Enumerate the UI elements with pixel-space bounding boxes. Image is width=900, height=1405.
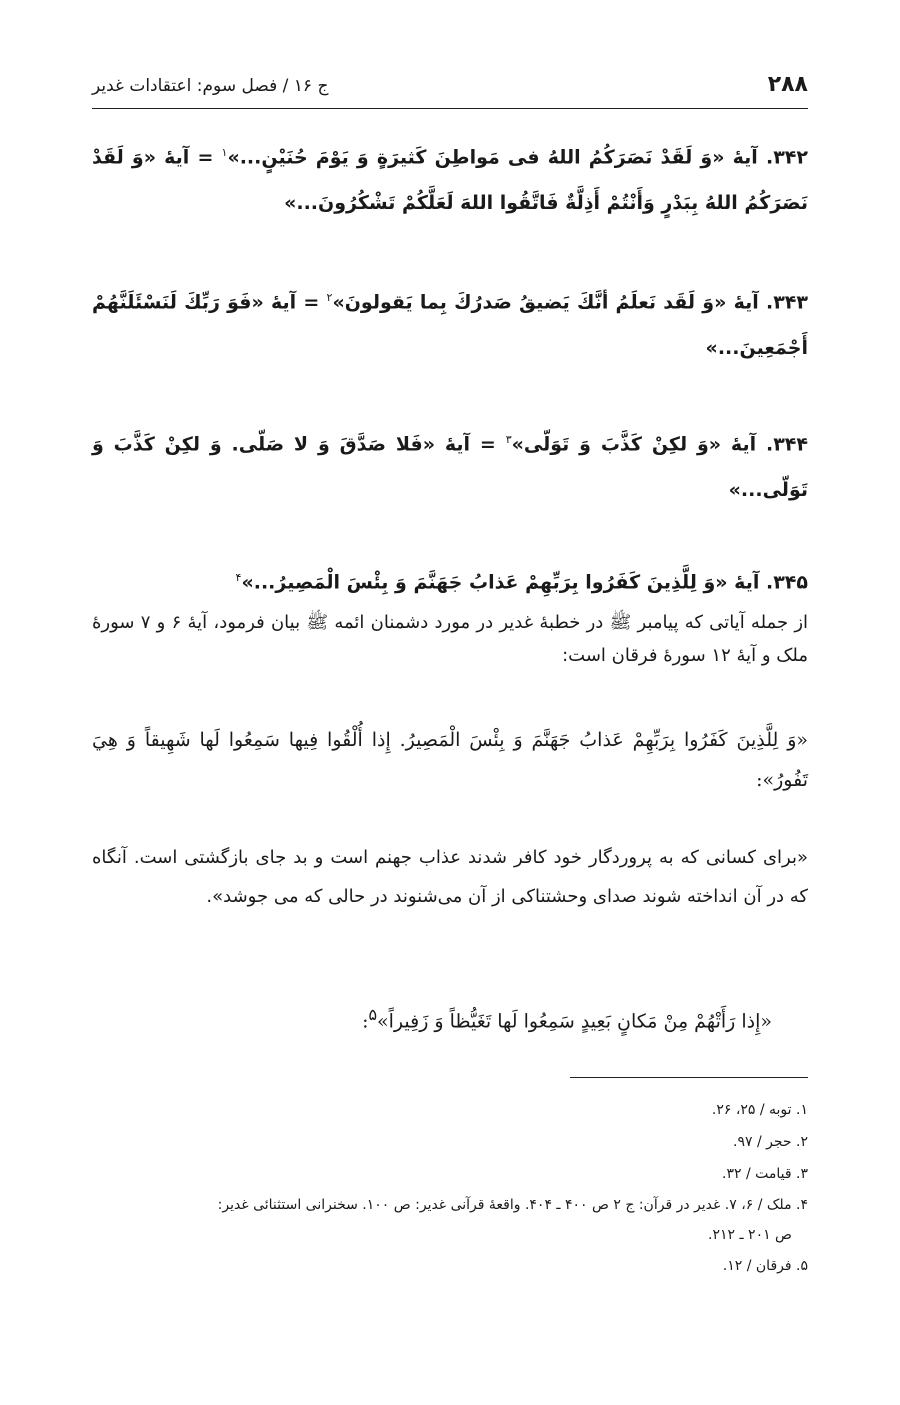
- footnote-2: ۲. حجر / ۹۷.: [733, 1134, 808, 1150]
- footnote-ref[interactable]: ۱: [221, 146, 228, 159]
- quran-quote-2: [92, 995, 772, 1041]
- verse-item-345: [92, 555, 808, 605]
- footnotes: [92, 1094, 808, 1282]
- footnote-4-line1: ۴. ملک / ۶، ۷. غدیر در قرآن: ج ۲ ص ۴۰۰ ـ ۴۰۴. واقعهٔ قرآنی غدیر: ص ۱۰۰. سخنرانی استثنائی غدیر:: [217, 1197, 808, 1213]
- item-number: ۳۴۴.: [765, 433, 808, 456]
- footnote-1: ۱. توبه / ۲۵، ۲۶.: [711, 1102, 808, 1118]
- quran-quote-1: «وَ لِلَّذِينَ كَفَرُوا بِرَبِّهِمْ عَذابُ جَهَنَّمَ وَ بِئْسَ الْمَصِيرُ. إِذا أُلْقُوا فِيها سَمِعُوا لَها شَهِيقاً وَ هِيَ تَفُورُ»:: [92, 729, 808, 791]
- footnote-5: ۵. فرقان / ۱۲.: [722, 1258, 808, 1274]
- footnote-4-line2: ص ۲۰۱ ـ ۲۱۲.: [708, 1227, 792, 1243]
- translation-paragraph: «برای کسانی که به پروردگار خود کافر شدند عذاب جهنم است و بد جای بازگشتی است. آنگاه که در آن انداخته شوند صدای وحشتناکی از آن می‌شنوند در حالی که می جوشد».: [92, 847, 808, 907]
- item-text: آیهٔ «وَ لَقَدْ نَصَرَكُمُ اللهُ فی مَواطِنَ كَثيرَةٍ وَ يَوْمَ حُنَيْنٍ...»: [227, 146, 758, 169]
- footnote-ref[interactable]: ۲: [326, 291, 333, 304]
- footnote-divider: [570, 1077, 808, 1078]
- footnote-ref[interactable]: ۵: [368, 1005, 378, 1024]
- verse-item-342: [92, 130, 808, 226]
- intro-paragraph: از جمله آیاتی که پیامبر ﷺ در خطبهٔ غدیر در مورد دشمنان ائمه ﷺ بیان فرمود، آیهٔ ۶ و ۷ سورهٔ ملک و آیهٔ ۱۲ سورهٔ فرقان است:: [92, 612, 809, 666]
- item-text: آیهٔ «وَ لَقَد نَعلَمُ أنَّكَ يَضيقُ صَدرُكَ بِما يَقولونَ»: [332, 291, 759, 314]
- verse-item-343: [92, 275, 808, 371]
- item-number: ۳۴۵.: [765, 571, 808, 594]
- item-equivalent: = آیهٔ «فَوَ رَبِّكَ لَنَسْئَلَنَّهُمْ أَجْمَعِينَ...»: [92, 291, 808, 360]
- item-equivalent: = آیهٔ «وَ لَقَدْ نَصَرَكُمُ اللهُ بِبَدْرٍ وَأَنْتُمْ أَذِلَّةٌ فَاتَّقُوا اللهَ لَعَلَّكُمْ تَشْكُرُونَ...»: [92, 146, 808, 215]
- item-number: ۳۴۲.: [765, 146, 808, 169]
- item-text: آیهٔ «وَ لكِنْ كَذَّبَ وَ تَوَلّى»: [511, 433, 757, 456]
- footnote-3: ۳. قیامت / ۳۲.: [722, 1166, 808, 1182]
- verse-item-344: [92, 417, 808, 513]
- footnote-ref[interactable]: ۴: [235, 571, 242, 584]
- running-title: ج ۱۶ / فصل سوم: اعتقادات غدیر: [92, 76, 329, 96]
- item-equivalent: = آیهٔ «فَلا صَدَّقَ وَ لا صَلّى. وَ لكِنْ كَذَّبَ وَ تَوَلّى...»: [92, 433, 808, 502]
- page-header: [92, 72, 808, 109]
- footnote-4: [92, 1190, 808, 1250]
- item-number: ۳۴۳.: [765, 291, 808, 314]
- footnote-ref[interactable]: ۳: [505, 433, 512, 446]
- quote-text: «إِذا رَأَتْهُمْ مِنْ مَكانٍ بَعِيدٍ سَمِعُوا لَها تَغَيُّظاً وَ زَفِيراً»: [377, 1010, 772, 1033]
- page-number: ۲۸۸: [767, 72, 808, 97]
- item-text: آیهٔ «وَ لِلَّذِينَ كَفَرُوا بِرَبِّهِمْ عَذابُ جَهَنَّمَ وَ بِئْسَ الْمَصِيرُ...»: [241, 571, 760, 594]
- quote-colon: :: [362, 1010, 369, 1033]
